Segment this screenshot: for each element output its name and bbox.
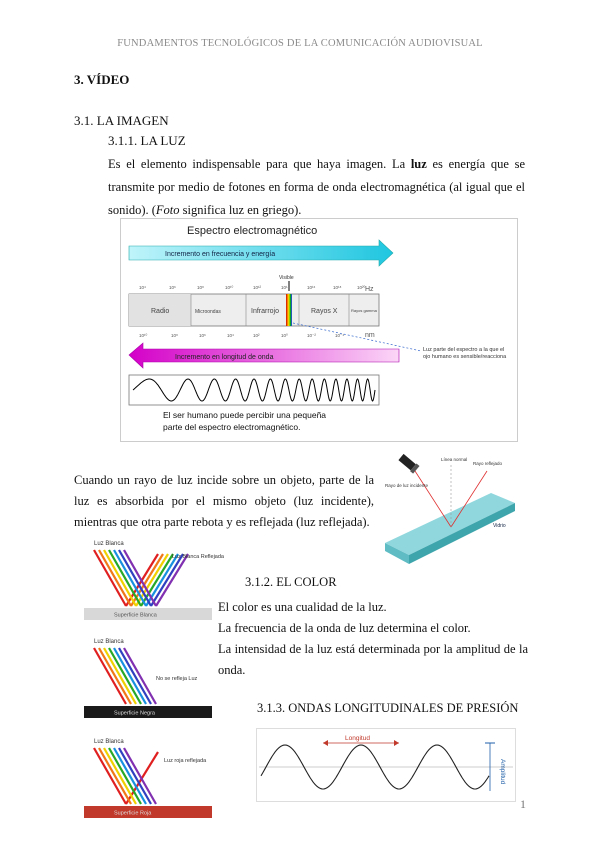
svg-text:10⁻⁴: 10⁻⁴ [335, 333, 345, 338]
color-figure-red [84, 734, 212, 822]
color-fig-surface-label: Superficie Negra [114, 710, 155, 717]
color-fig-top-label: Luz Blanca [94, 541, 124, 547]
band-microwave: Microondas [195, 309, 221, 315]
subsubsection-title: 3.1.1. LA LUZ [108, 133, 186, 148]
svg-text:10¹⁰: 10¹⁰ [139, 333, 148, 338]
wavelength-ticks [139, 333, 344, 338]
spectrum-title: Espectro electromagnético [187, 225, 318, 237]
band-radio: Radio [151, 308, 170, 315]
color-diagram-black [84, 634, 212, 722]
subsection-title: 3.1. LA IMAGEN [74, 113, 169, 128]
color-fig-side-label: Luz Blanca Reflejada [172, 554, 224, 560]
color-diagram-white [84, 536, 224, 624]
color-body [218, 597, 528, 681]
length-label: Longitud [345, 735, 370, 742]
band-infrared: Infrarrojo [251, 308, 280, 315]
color-diagram-red [84, 734, 212, 822]
page-header: FUNDAMENTOS TECNOLÓGICOS DE LA COMUNICACIÓN AUDIOVISUAL [117, 38, 483, 49]
color-fig-top-label: Luz Blanca [94, 639, 124, 645]
color-fig-top-label: Luz Blanca [94, 739, 124, 745]
color-line-3: La intensidad de la luz está determinada por la amplitud de la onda. [218, 642, 528, 677]
paragraph-luz: Es el elemento indispensable para que haya imagen. La luz es energía que se transmite por medio de fotones en forma de onda electromagnética (al igual que el sonido). (Foto significa luz en griego). [108, 157, 525, 217]
color-title: 3.1.2. EL COLOR [245, 575, 337, 589]
incident-label: Rayo de luz incidente [385, 483, 429, 488]
visible-light-band [286, 294, 292, 326]
svg-text:10¹²: 10¹² [253, 285, 262, 290]
spectrum-diagram [121, 219, 517, 441]
ondas-title: 3.1.3. ONDAS LONGITUDINALES DE PRESIÓN [257, 701, 519, 715]
svg-text:10²: 10² [253, 333, 260, 338]
unit-nm: nm [365, 332, 375, 339]
svg-text:10⁸: 10⁸ [171, 333, 178, 338]
wave-figure [256, 728, 516, 802]
glass-label: Vidrio [493, 523, 506, 529]
page-number: 1 [520, 797, 526, 811]
frequency-arrow-label: Incremento en frecuencia y energía [165, 251, 276, 258]
svg-text:10¹⁰: 10¹⁰ [225, 285, 234, 290]
color-figure-black [84, 634, 212, 722]
color-figure-white [84, 536, 224, 624]
spectrum-caption-2: parte del espectro electromagnético. [163, 422, 301, 432]
light-rays [94, 648, 156, 704]
svg-text:10⁶: 10⁶ [199, 333, 206, 338]
incident-ray [415, 471, 451, 527]
svg-text:10⁴: 10⁴ [227, 333, 234, 338]
paragraph-rayo: Cuando un rayo de luz incide sobre un objeto, parte de la luz es absorbida por el mismo objeto (luz incidente), mientras que otra parte rebota y es reflejada (luz reflejada). [74, 473, 374, 529]
svg-text:10¹⁶: 10¹⁶ [307, 285, 316, 290]
normal-label: Línea normal [441, 457, 468, 462]
color-fig-side-label: Luz roja reflejada [164, 758, 207, 764]
color-fig-surface-label: Superficie Roja [114, 810, 152, 817]
color-line-2: La frecuencia de la onda de luz determina el color. [218, 621, 471, 635]
color-line-1: El color es una cualidad de la luz. [218, 600, 387, 614]
unit-hz: Hz [365, 286, 374, 293]
wave-diagram [257, 729, 515, 801]
color-fig-surface-label: Superficie Blanca [114, 612, 157, 619]
band-gamma: Rayos gamma [351, 308, 377, 313]
svg-text:10²⁰: 10²⁰ [357, 285, 366, 290]
visible-note: Luz parte del espectro a la que el ojo humano es sensible/reacciona [423, 347, 507, 360]
reflected-label: Rayo reflejado [473, 461, 503, 466]
reflection-figure [381, 447, 519, 565]
wavelength-arrow-label: Incremento en longitud de onda [175, 354, 274, 361]
svg-text:10¹⁴: 10¹⁴ [281, 285, 290, 290]
svg-text:10⁸: 10⁸ [197, 285, 204, 290]
frequency-ticks [139, 285, 366, 290]
spectrum-figure [120, 218, 518, 442]
visible-label: Visible [279, 275, 294, 281]
svg-text:10⁶: 10⁶ [169, 285, 176, 290]
svg-text:10¹⁸: 10¹⁸ [333, 285, 342, 290]
section-title: 3. VÍDEO [74, 72, 130, 87]
band-xray: Rayos X [311, 308, 338, 315]
light-rays [94, 748, 158, 804]
flashlight-icon [398, 453, 420, 474]
amplitude-label: Amplitud [499, 759, 506, 785]
svg-text:10⁻²: 10⁻² [307, 333, 316, 338]
svg-text:10⁴: 10⁴ [139, 285, 146, 290]
svg-text:10⁰: 10⁰ [281, 333, 288, 338]
spectrum-caption-1: El ser humano puede percibir una pequeña [163, 410, 327, 420]
color-fig-side-label: No se refleja Luz [156, 676, 198, 682]
reflection-diagram [381, 447, 519, 565]
